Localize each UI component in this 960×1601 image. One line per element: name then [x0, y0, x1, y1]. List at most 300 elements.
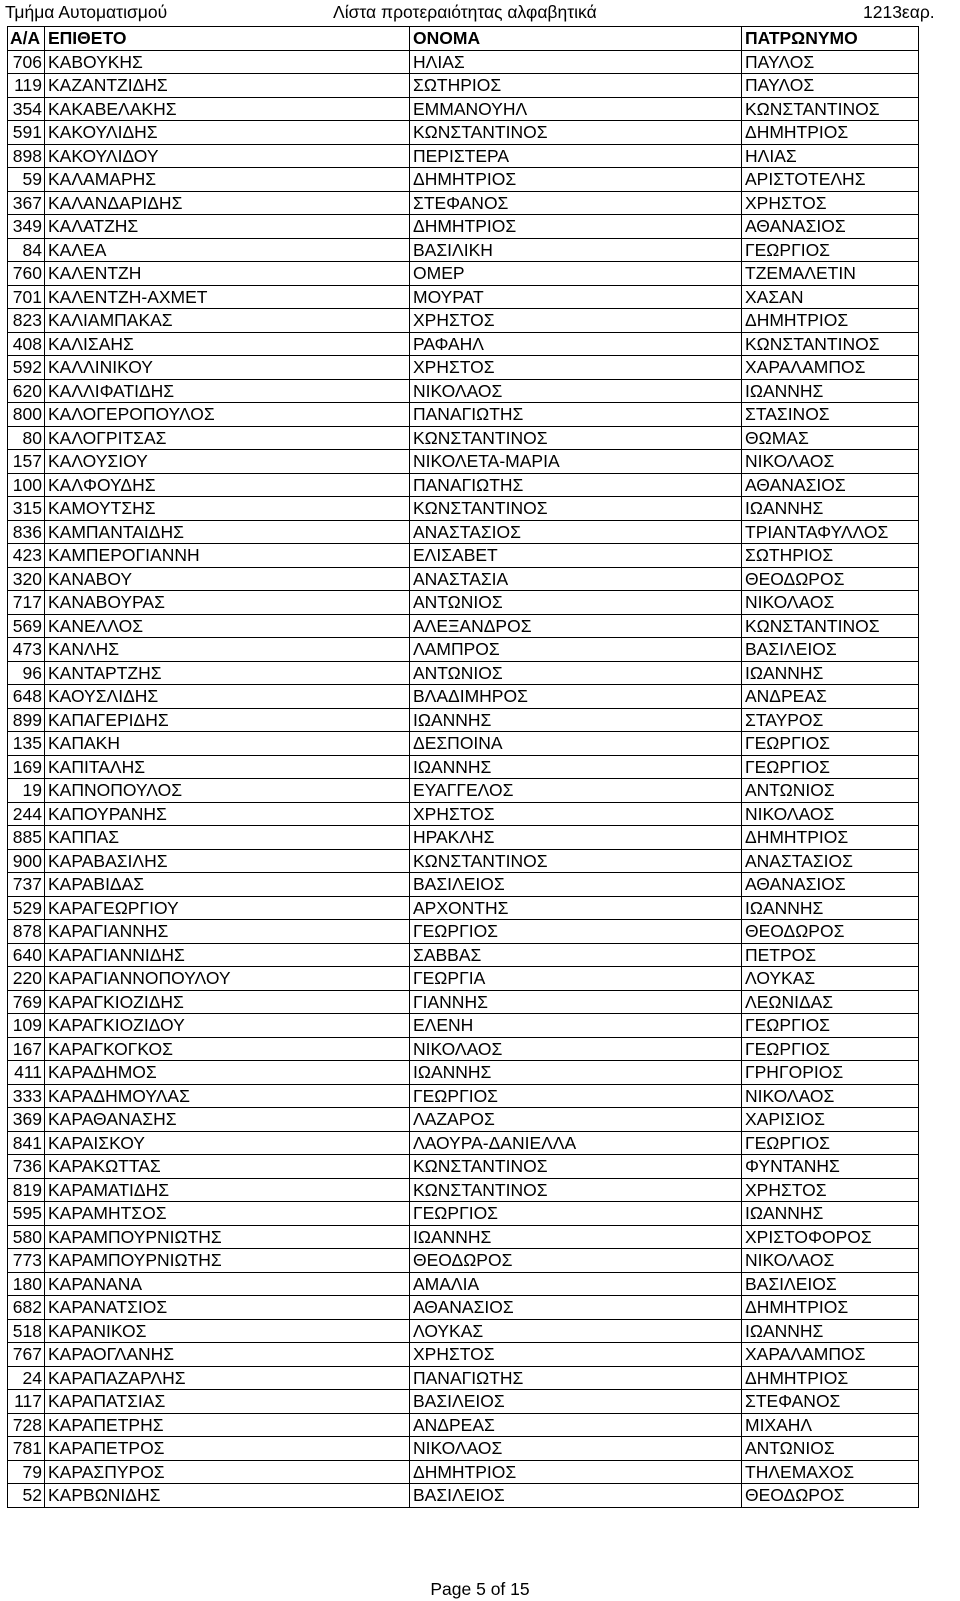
surname-cell: ΚΑΡΑΔΗΜΟΣ — [45, 1061, 410, 1085]
fathers-name-cell: ΘΕΟΔΩΡΟΣ — [742, 567, 919, 591]
first-name-cell: ΠΑΝΑΓΙΩΤΗΣ — [410, 403, 742, 427]
table-row — [8, 1178, 919, 1202]
row-number: 736 — [8, 1155, 45, 1179]
row-number: 411 — [8, 1061, 45, 1085]
surname-cell: ΚΑΡΑΒΙΔΑΣ — [45, 873, 410, 897]
fathers-name-cell: ΓΕΩΡΓΙΟΣ — [742, 755, 919, 779]
surname-cell: ΚΑΝΛΗΣ — [45, 638, 410, 662]
column-header-surname: ΕΠΙΘΕΤΟ — [45, 27, 410, 51]
first-name-cell: ΒΑΣΙΛΕΙΟΣ — [410, 1484, 742, 1508]
fathers-name-cell: ΜΙΧΑΗΛ — [742, 1413, 919, 1437]
document-date: 1213εαρ. — [863, 2, 935, 22]
surname-cell: ΚΑΜΠΑΝΤΑΙΔΗΣ — [45, 520, 410, 544]
row-number: 800 — [8, 403, 45, 427]
surname-cell: ΚΑΛΟΥΣΙΟΥ — [45, 450, 410, 474]
fathers-name-cell: ΙΩΑΝΝΗΣ — [742, 661, 919, 685]
table-row — [8, 802, 919, 826]
first-name-cell: ΒΛΑΔΙΜΗΡΟΣ — [410, 685, 742, 709]
surname-cell: ΚΑΝΑΒΟΥ — [45, 567, 410, 591]
fathers-name-cell: ΝΙΚΟΛΑΟΣ — [742, 1249, 919, 1273]
fathers-name-cell: ΘΕΟΔΩΡΟΣ — [742, 1484, 919, 1508]
table-row — [8, 1484, 919, 1508]
first-name-cell: ΛΟΥΚΑΣ — [410, 1319, 742, 1343]
first-name-cell: ΠΑΝΑΓΙΩΤΗΣ — [410, 1366, 742, 1390]
first-name-cell: ΒΑΣΙΛΕΙΟΣ — [410, 873, 742, 897]
first-name-cell: ΕΛΕΝΗ — [410, 1014, 742, 1038]
fathers-name-cell: ΑΝΤΩΝΙΟΣ — [742, 1437, 919, 1461]
row-number: 349 — [8, 215, 45, 239]
surname-cell: ΚΑΖΑΝΤΖΙΔΗΣ — [45, 74, 410, 98]
row-number: 595 — [8, 1202, 45, 1226]
row-number: 648 — [8, 685, 45, 709]
first-name-cell: ΙΩΑΝΝΗΣ — [410, 708, 742, 732]
first-name-cell: ΠΑΝΑΓΙΩΤΗΣ — [410, 473, 742, 497]
first-name-cell: ΑΝΔΡΕΑΣ — [410, 1413, 742, 1437]
table-row — [8, 661, 919, 685]
surname-cell: ΚΑΠΙΤΑΛΗΣ — [45, 755, 410, 779]
fathers-name-cell: ΑΝΔΡΕΑΣ — [742, 685, 919, 709]
row-number: 96 — [8, 661, 45, 685]
table-row — [8, 50, 919, 74]
table-row — [8, 473, 919, 497]
fathers-name-cell: ΓΕΩΡΓΙΟΣ — [742, 1037, 919, 1061]
table-row — [8, 567, 919, 591]
first-name-cell: ΕΛΙΣΑΒΕΤ — [410, 544, 742, 568]
table-row — [8, 920, 919, 944]
row-number: 367 — [8, 191, 45, 215]
table-row — [8, 1108, 919, 1132]
row-number: 717 — [8, 591, 45, 615]
surname-cell: ΚΑΡΑΚΩΤΤΑΣ — [45, 1155, 410, 1179]
surname-cell: ΚΑΠΑΚΗ — [45, 732, 410, 756]
surname-cell: ΚΑΠΑΓΕΡΙΔΗΣ — [45, 708, 410, 732]
fathers-name-cell: ΦΥΝΤΑΝΗΣ — [742, 1155, 919, 1179]
row-number: 737 — [8, 873, 45, 897]
table-row — [8, 779, 919, 803]
first-name-cell: ΛΑΜΠΡΟΣ — [410, 638, 742, 662]
table-row — [8, 708, 919, 732]
table-body — [8, 50, 919, 1507]
first-name-cell: ΒΑΣΙΛΙΚΗ — [410, 238, 742, 262]
table-row — [8, 638, 919, 662]
fathers-name-cell: ΧΑΡΑΛΑΜΠΟΣ — [742, 356, 919, 380]
fathers-name-cell: ΚΩΝΣΤΑΝΤΙΝΟΣ — [742, 332, 919, 356]
first-name-cell: ΕΥΑΓΓΕΛΟΣ — [410, 779, 742, 803]
surname-cell: ΚΑΒΟΥΚΗΣ — [45, 50, 410, 74]
fathers-name-cell: ΠΑΥΛΟΣ — [742, 50, 919, 74]
row-number: 769 — [8, 990, 45, 1014]
row-number: 592 — [8, 356, 45, 380]
surname-cell: ΚΑΡΑΠΕΤΡΗΣ — [45, 1413, 410, 1437]
table-row — [8, 544, 919, 568]
surname-cell: ΚΑΡΑΣΠΥΡΟΣ — [45, 1460, 410, 1484]
table-row — [8, 685, 919, 709]
table-row — [8, 1202, 919, 1226]
surname-cell: ΚΑΛΟΓΕΡΟΠΟΥΛΟΣ — [45, 403, 410, 427]
first-name-cell: ΣΑΒΒΑΣ — [410, 943, 742, 967]
fathers-name-cell: ΙΩΑΝΝΗΣ — [742, 1202, 919, 1226]
fathers-name-cell: ΣΤΑΣΙΝΟΣ — [742, 403, 919, 427]
surname-cell: ΚΑΡΑΜΠΟΥΡΝΙΩΤΗΣ — [45, 1225, 410, 1249]
row-number: 320 — [8, 567, 45, 591]
table-row — [8, 967, 919, 991]
surname-cell: ΚΑΡΑΠΑΖΑΡΛΗΣ — [45, 1366, 410, 1390]
surname-cell: ΚΑΡΑΟΓΛΑΝΗΣ — [45, 1343, 410, 1367]
first-name-cell: ΓΙΑΝΝΗΣ — [410, 990, 742, 1014]
table-row — [8, 403, 919, 427]
surname-cell: ΚΑΚΑΒΕΛΑΚΗΣ — [45, 97, 410, 121]
surname-cell: ΚΑΝΑΒΟΥΡΑΣ — [45, 591, 410, 615]
column-header-aa: Α/Α — [8, 27, 45, 51]
fathers-name-cell: ΓΕΩΡΓΙΟΣ — [742, 1131, 919, 1155]
row-number: 620 — [8, 379, 45, 403]
first-name-cell: ΛΑΟΥΡΑ-ΔΑΝΙΕΛΛΑ — [410, 1131, 742, 1155]
first-name-cell: ΚΩΝΣΤΑΝΤΙΝΟΣ — [410, 1178, 742, 1202]
table-row — [8, 1343, 919, 1367]
table-row — [8, 215, 919, 239]
fathers-name-cell: ΧΡΙΣΤΟΦΟΡΟΣ — [742, 1225, 919, 1249]
fathers-name-cell: ΑΝΤΩΝΙΟΣ — [742, 779, 919, 803]
table-row — [8, 943, 919, 967]
table-row — [8, 356, 919, 380]
surname-cell: ΚΑΡΑΓΚΙΟΖΙΔΗΣ — [45, 990, 410, 1014]
first-name-cell: ΓΕΩΡΓΙΑ — [410, 967, 742, 991]
row-number: 244 — [8, 802, 45, 826]
first-name-cell: ΒΑΣΙΛΕΙΟΣ — [410, 1390, 742, 1414]
surname-cell: ΚΑΛΛΙΦΑΤΙΔΗΣ — [45, 379, 410, 403]
fathers-name-cell: ΚΩΝΣΤΑΝΤΙΝΟΣ — [742, 97, 919, 121]
first-name-cell: ΠΕΡΙΣΤΕΡΑ — [410, 144, 742, 168]
fathers-name-cell: ΔΗΜΗΤΡΙΟΣ — [742, 1296, 919, 1320]
fathers-name-cell: ΑΝΑΣΤΑΣΙΟΣ — [742, 849, 919, 873]
fathers-name-cell: ΑΡΙΣΤΟΤΕΛΗΣ — [742, 168, 919, 192]
first-name-cell: ΚΩΝΣΤΑΝΤΙΝΟΣ — [410, 121, 742, 145]
fathers-name-cell: ΒΑΣΙΛΕΙΟΣ — [742, 1272, 919, 1296]
first-name-cell: ΚΩΝΣΤΑΝΤΙΝΟΣ — [410, 1155, 742, 1179]
row-number: 119 — [8, 74, 45, 98]
fathers-name-cell: ΑΘΑΝΑΣΙΟΣ — [742, 473, 919, 497]
row-number: 473 — [8, 638, 45, 662]
table-row — [8, 238, 919, 262]
fathers-name-cell: ΓΡΗΓΟΡΙΟΣ — [742, 1061, 919, 1085]
row-number: 157 — [8, 450, 45, 474]
fathers-name-cell: ΧΑΡΑΛΑΜΠΟΣ — [742, 1343, 919, 1367]
fathers-name-cell: ΧΡΗΣΤΟΣ — [742, 1178, 919, 1202]
table-header-row — [8, 27, 919, 51]
row-number: 180 — [8, 1272, 45, 1296]
first-name-cell: ΚΩΝΣΤΑΝΤΙΝΟΣ — [410, 497, 742, 521]
row-number: 135 — [8, 732, 45, 756]
first-name-cell: ΘΕΟΔΩΡΟΣ — [410, 1249, 742, 1273]
fathers-name-cell: ΤΡΙΑΝΤΑΦΥΛΛΟΣ — [742, 520, 919, 544]
fathers-name-cell: ΗΛΙΑΣ — [742, 144, 919, 168]
first-name-cell: ΑΜΑΛΙΑ — [410, 1272, 742, 1296]
table-row — [8, 497, 919, 521]
column-header-fathers-name: ΠΑΤΡΩΝΥΜΟ — [742, 27, 919, 51]
row-number: 841 — [8, 1131, 45, 1155]
fathers-name-cell: ΘΩΜΑΣ — [742, 426, 919, 450]
fathers-name-cell: ΝΙΚΟΛΑΟΣ — [742, 450, 919, 474]
row-number: 117 — [8, 1390, 45, 1414]
fathers-name-cell: ΓΕΩΡΓΙΟΣ — [742, 238, 919, 262]
surname-cell: ΚΑΡΑΘΑΝΑΣΗΣ — [45, 1108, 410, 1132]
table-row — [8, 849, 919, 873]
first-name-cell: ΛΑΖΑΡΟΣ — [410, 1108, 742, 1132]
column-header-name: ΟΝΟΜΑ — [410, 27, 742, 51]
row-number: 52 — [8, 1484, 45, 1508]
first-name-cell: ΙΩΑΝΝΗΣ — [410, 1225, 742, 1249]
surname-cell: ΚΑΟΥΣΛΙΔΗΣ — [45, 685, 410, 709]
department-name: Τμήμα Αυτοματισμού — [5, 2, 168, 22]
row-number: 19 — [8, 779, 45, 803]
first-name-cell: ΚΩΝΣΤΑΝΤΙΝΟΣ — [410, 849, 742, 873]
table-row — [8, 97, 919, 121]
fathers-name-cell: ΝΙΚΟΛΑΟΣ — [742, 591, 919, 615]
first-name-cell: ΔΕΣΠΟΙΝΑ — [410, 732, 742, 756]
table-row — [8, 1037, 919, 1061]
table-row — [8, 1014, 919, 1038]
first-name-cell: ΙΩΑΝΝΗΣ — [410, 755, 742, 779]
table-header — [8, 27, 919, 51]
table-row — [8, 520, 919, 544]
table-row — [8, 755, 919, 779]
table-row — [8, 1319, 919, 1343]
surname-cell: ΚΑΛΕΝΤΖΗ-ΑΧΜΕΤ — [45, 285, 410, 309]
table-row — [8, 1061, 919, 1085]
surname-cell: ΚΑΛΑΜΑΡΗΣ — [45, 168, 410, 192]
row-number: 682 — [8, 1296, 45, 1320]
row-number: 773 — [8, 1249, 45, 1273]
row-number: 640 — [8, 943, 45, 967]
surname-cell: ΚΑΡΑΝΙΚΟΣ — [45, 1319, 410, 1343]
fathers-name-cell: ΒΑΣΙΛΕΙΟΣ — [742, 638, 919, 662]
row-number: 529 — [8, 896, 45, 920]
row-number: 423 — [8, 544, 45, 568]
first-name-cell: ΝΙΚΟΛΕΤΑ-ΜΑΡΙΑ — [410, 450, 742, 474]
surname-cell: ΚΑΠΝΟΠΟΥΛΟΣ — [45, 779, 410, 803]
table-row — [8, 74, 919, 98]
fathers-name-cell: ΝΙΚΟΛΑΟΣ — [742, 1084, 919, 1108]
first-name-cell: ΗΡΑΚΛΗΣ — [410, 826, 742, 850]
first-name-cell: ΓΕΩΡΓΙΟΣ — [410, 1202, 742, 1226]
surname-cell: ΚΑΛΑΝΔΑΡΙΔΗΣ — [45, 191, 410, 215]
fathers-name-cell: ΧΑΡΙΣΙΟΣ — [742, 1108, 919, 1132]
fathers-name-cell: ΔΗΜΗΤΡΙΟΣ — [742, 121, 919, 145]
table-row — [8, 168, 919, 192]
row-number: 569 — [8, 614, 45, 638]
row-number: 79 — [8, 1460, 45, 1484]
first-name-cell: ΟΜΕΡ — [410, 262, 742, 286]
fathers-name-cell: ΧΑΣΑΝ — [742, 285, 919, 309]
row-number: 760 — [8, 262, 45, 286]
fathers-name-cell: ΣΤΑΥΡΟΣ — [742, 708, 919, 732]
first-name-cell: ΑΛΕΞΑΝΔΡΟΣ — [410, 614, 742, 638]
table-row — [8, 1413, 919, 1437]
fathers-name-cell: ΑΘΑΝΑΣΙΟΣ — [742, 873, 919, 897]
first-name-cell: ΧΡΗΣΤΟΣ — [410, 309, 742, 333]
table-row — [8, 1437, 919, 1461]
surname-cell: ΚΑΡΑΓΚΙΟΖΙΔΟΥ — [45, 1014, 410, 1038]
table-row — [8, 450, 919, 474]
surname-cell: ΚΑΡΑΜΠΟΥΡΝΙΩΤΗΣ — [45, 1249, 410, 1273]
fathers-name-cell: ΠΑΥΛΟΣ — [742, 74, 919, 98]
table-row — [8, 379, 919, 403]
surname-cell: ΚΑΛΙΣΑΗΣ — [45, 332, 410, 356]
table-row — [8, 309, 919, 333]
row-number: 315 — [8, 497, 45, 521]
surname-cell: ΚΑΡΑΒΑΣΙΛΗΣ — [45, 849, 410, 873]
table-row — [8, 1272, 919, 1296]
page-header — [0, 0, 960, 26]
fathers-name-cell: ΔΗΜΗΤΡΙΟΣ — [742, 1366, 919, 1390]
row-number: 59 — [8, 168, 45, 192]
row-number: 100 — [8, 473, 45, 497]
row-number: 369 — [8, 1108, 45, 1132]
row-number: 767 — [8, 1343, 45, 1367]
row-number: 169 — [8, 755, 45, 779]
surname-cell: ΚΑΚΟΥΛΙΔΗΣ — [45, 121, 410, 145]
table-row — [8, 990, 919, 1014]
document-title: Λίστα προτεραιότητας αλφαβητικά — [333, 2, 597, 22]
table-row — [8, 591, 919, 615]
first-name-cell: ΑΝΤΩΝΙΟΣ — [410, 661, 742, 685]
first-name-cell: ΝΙΚΟΛΑΟΣ — [410, 379, 742, 403]
first-name-cell: ΓΕΩΡΓΙΟΣ — [410, 1084, 742, 1108]
table-row — [8, 1366, 919, 1390]
row-number: 24 — [8, 1366, 45, 1390]
fathers-name-cell: ΤΗΛΕΜΑΧΟΣ — [742, 1460, 919, 1484]
first-name-cell: ΗΛΙΑΣ — [410, 50, 742, 74]
table-row — [8, 426, 919, 450]
fathers-name-cell: ΣΩΤΗΡΙΟΣ — [742, 544, 919, 568]
fathers-name-cell: ΛΕΩΝΙΔΑΣ — [742, 990, 919, 1014]
table-row — [8, 121, 919, 145]
fathers-name-cell: ΚΩΝΣΤΑΝΤΙΝΟΣ — [742, 614, 919, 638]
first-name-cell: ΔΗΜΗΤΡΙΟΣ — [410, 215, 742, 239]
table-row — [8, 285, 919, 309]
table-row — [8, 1460, 919, 1484]
row-number: 408 — [8, 332, 45, 356]
row-number: 900 — [8, 849, 45, 873]
fathers-name-cell: ΙΩΑΝΝΗΣ — [742, 379, 919, 403]
row-number: 898 — [8, 144, 45, 168]
row-number: 109 — [8, 1014, 45, 1038]
surname-cell: ΚΑΡΑΓΙΑΝΝΟΠΟΥΛΟΥ — [45, 967, 410, 991]
table-row — [8, 1084, 919, 1108]
surname-cell: ΚΑΡΑΝΑΝΑ — [45, 1272, 410, 1296]
surname-cell: ΚΑΛΛΙΝΙΚΟΥ — [45, 356, 410, 380]
table-row — [8, 826, 919, 850]
row-number: 728 — [8, 1413, 45, 1437]
fathers-name-cell: ΤΖΕΜΑΛΕΤΙΝ — [742, 262, 919, 286]
surname-cell: ΚΑΜΠΕΡΟΓΙΑΝΝΗ — [45, 544, 410, 568]
fathers-name-cell: ΝΙΚΟΛΑΟΣ — [742, 802, 919, 826]
first-name-cell: ΡΑΦΑΗΛ — [410, 332, 742, 356]
surname-cell: ΚΑΡΑΜΗΤΣΟΣ — [45, 1202, 410, 1226]
row-number: 781 — [8, 1437, 45, 1461]
first-name-cell: ΑΘΑΝΑΣΙΟΣ — [410, 1296, 742, 1320]
fathers-name-cell: ΑΘΑΝΑΣΙΟΣ — [742, 215, 919, 239]
surname-cell: ΚΑΠΟΥΡΑΝΗΣ — [45, 802, 410, 826]
first-name-cell: ΝΙΚΟΛΑΟΣ — [410, 1037, 742, 1061]
surname-cell: ΚΑΡΑΔΗΜΟΥΛΑΣ — [45, 1084, 410, 1108]
fathers-name-cell: ΙΩΑΝΝΗΣ — [742, 1319, 919, 1343]
fathers-name-cell: ΙΩΑΝΝΗΣ — [742, 497, 919, 521]
row-number: 333 — [8, 1084, 45, 1108]
surname-cell: ΚΑΚΟΥΛΙΔΟΥ — [45, 144, 410, 168]
fathers-name-cell: ΔΗΜΗΤΡΙΟΣ — [742, 309, 919, 333]
first-name-cell: ΧΡΗΣΤΟΣ — [410, 356, 742, 380]
row-number: 518 — [8, 1319, 45, 1343]
first-name-cell: ΕΜΜΑΝΟΥΗΛ — [410, 97, 742, 121]
table-row — [8, 1155, 919, 1179]
surname-cell: ΚΑΡΑΜΑΤΙΔΗΣ — [45, 1178, 410, 1202]
table-row — [8, 1390, 919, 1414]
priority-list-table — [7, 26, 919, 1508]
table-row — [8, 262, 919, 286]
row-number: 706 — [8, 50, 45, 74]
row-number: 580 — [8, 1225, 45, 1249]
table-row — [8, 896, 919, 920]
surname-cell: ΚΑΛΕΝΤΖΗ — [45, 262, 410, 286]
first-name-cell: ΣΩΤΗΡΙΟΣ — [410, 74, 742, 98]
first-name-cell: ΑΡΧΟΝΤΗΣ — [410, 896, 742, 920]
fathers-name-cell: ΔΗΜΗΤΡΙΟΣ — [742, 826, 919, 850]
first-name-cell: ΚΩΝΣΤΑΝΤΙΝΟΣ — [410, 426, 742, 450]
fathers-name-cell: ΙΩΑΝΝΗΣ — [742, 896, 919, 920]
first-name-cell: ΝΙΚΟΛΑΟΣ — [410, 1437, 742, 1461]
first-name-cell: ΧΡΗΣΤΟΣ — [410, 1343, 742, 1367]
first-name-cell: ΔΗΜΗΤΡΙΟΣ — [410, 168, 742, 192]
table-row — [8, 191, 919, 215]
first-name-cell: ΑΝΑΣΤΑΣΙΟΣ — [410, 520, 742, 544]
row-number: 80 — [8, 426, 45, 450]
surname-cell: ΚΑΡΒΩΝΙΔΗΣ — [45, 1484, 410, 1508]
surname-cell: ΚΑΠΠΑΣ — [45, 826, 410, 850]
table-row — [8, 1249, 919, 1273]
row-number: 899 — [8, 708, 45, 732]
table-row — [8, 1225, 919, 1249]
first-name-cell: ΑΝΑΣΤΑΣΙΑ — [410, 567, 742, 591]
surname-cell: ΚΑΡΑΓΙΑΝΝΙΔΗΣ — [45, 943, 410, 967]
surname-cell: ΚΑΝΕΛΛΟΣ — [45, 614, 410, 638]
surname-cell: ΚΑΝΤΑΡΤΖΗΣ — [45, 661, 410, 685]
surname-cell: ΚΑΡΑΓΙΑΝΝΗΣ — [45, 920, 410, 944]
row-number: 701 — [8, 285, 45, 309]
page-footer — [0, 1578, 960, 1600]
surname-cell: ΚΑΡΑΠΑΤΣΙΑΣ — [45, 1390, 410, 1414]
first-name-cell: ΑΝΤΩΝΙΟΣ — [410, 591, 742, 615]
table-row — [8, 1296, 919, 1320]
fathers-name-cell: ΘΕΟΔΩΡΟΣ — [742, 920, 919, 944]
row-number: 823 — [8, 309, 45, 333]
page-number: Page 5 of 15 — [430, 1579, 530, 1599]
row-number: 84 — [8, 238, 45, 262]
surname-cell: ΚΑΛΟΓΡΙΤΣΑΣ — [45, 426, 410, 450]
surname-cell: ΚΑΡΑΠΕΤΡΟΣ — [45, 1437, 410, 1461]
surname-cell: ΚΑΛΙΑΜΠΑΚΑΣ — [45, 309, 410, 333]
table-row — [8, 144, 919, 168]
surname-cell: ΚΑΜΟΥΤΣΗΣ — [45, 497, 410, 521]
row-number: 819 — [8, 1178, 45, 1202]
table-row — [8, 732, 919, 756]
surname-cell: ΚΑΛΑΤΖΗΣ — [45, 215, 410, 239]
surname-cell: ΚΑΛΕΑ — [45, 238, 410, 262]
row-number: 220 — [8, 967, 45, 991]
first-name-cell: ΧΡΗΣΤΟΣ — [410, 802, 742, 826]
row-number: 885 — [8, 826, 45, 850]
surname-cell: ΚΑΛΦΟΥΔΗΣ — [45, 473, 410, 497]
